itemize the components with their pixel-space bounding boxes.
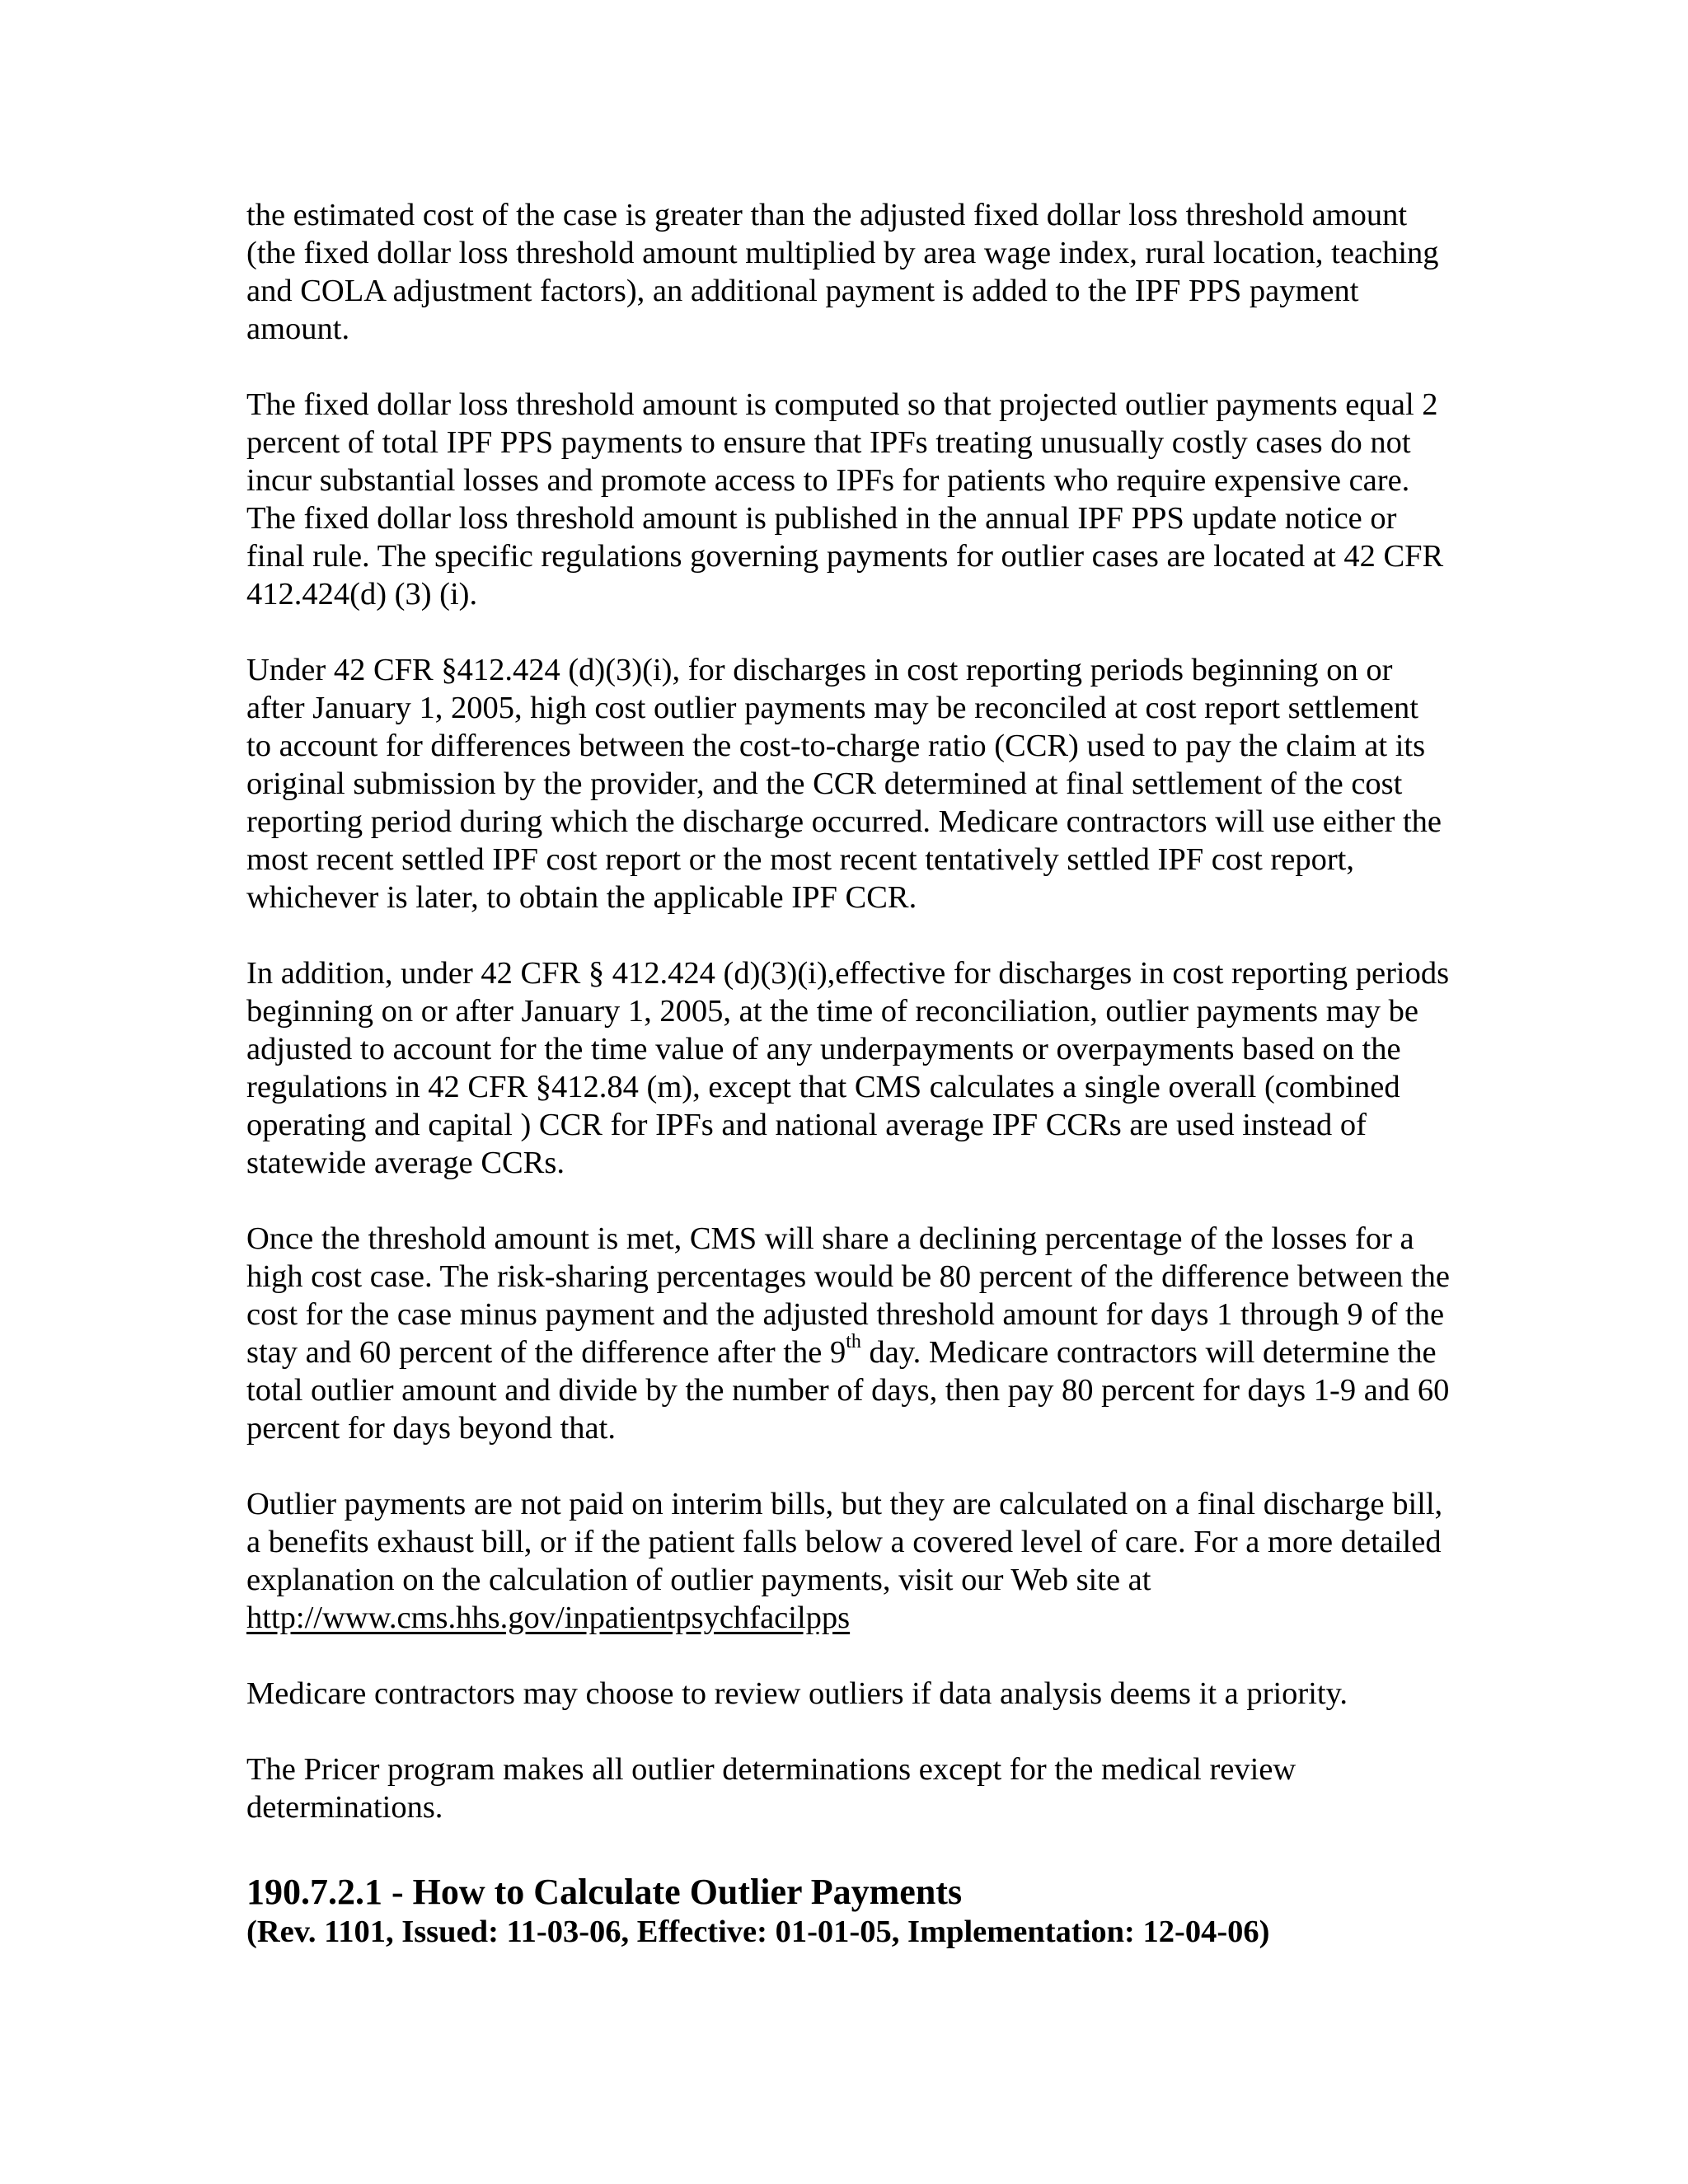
cms-website-link[interactable]: http://www.cms.hhs.gov/inpatientpsychfacilpps [246,1601,851,1635]
section-heading: 190.7.2.1 - How to Calculate Outlier Payments [246,1872,963,1912]
outlier-bills-text: Outlier payments are not paid on interim bills, but they are calculated on a final discharge bill, a benefits exhaust bill, or if the patient falls below a covered level of care. For a more detailed explanation on the calculation of outlier payments, visit our Web site at [246,1487,1443,1597]
paragraph-risk-sharing [246,1220,1450,1447]
document-page [246,196,1450,1950]
risk-sharing-text-after: day. Medicare contractors will determine the total outlier amount and divide by the number of days, then pay 80 percent for days 1-9 and 60 percent for days beyond that. [246,1335,1450,1446]
section-revision-info: (Rev. 1101, Issued: 11-03-06, Effective: 01-01-05, Implementation: 12-04-06) [246,1915,1270,1949]
paragraph-review-outliers: Medicare contractors may choose to review outliers if data analysis deems it a priority. [246,1676,1348,1711]
paragraph-fixed-dollar-threshold: The fixed dollar loss threshold amount is computed so that projected outlier payments equal 2 percent of total IPF PPS payments to ensure that IPFs treating unusually costly cases do not incur substantial losses and promote access to IPFs for patients who require expensive care. The fixed dollar loss threshold amount is published in the annual IPF PPS update notice or final rule. The specific regulations governing payments for outlier cases are located at 42 CFR 412.424(d) (3) (i). [246,387,1444,612]
paragraph-outlier-bills [246,1485,1450,1637]
paragraph-time-value-adjustment: In addition, under 42 CFR § 412.424 (d)(3)(i),effective for discharges in cost reporting periods beginning on or after January 1, 2005, at the time of reconciliation, outlier payments may be adjusted to account for the time value of any underpayments or overpayments based on the regulations in 42 CFR §412.84 (m), except that CMS calculates a single overall (combined operating and capital ) CCR for IPFs and national average IPF CCRs are used instead of statewide average CCRs. [246,956,1450,1180]
paragraph-reconciliation: Under 42 CFR §412.424 (d)(3)(i), for discharges in cost reporting periods beginning on or after January 1, 2005, high cost outlier payments may be reconciled at cost report settlement to account for differences between the cost-to-charge ratio (CCR) used to pay the claim at its original submission by the provider, and the CCR determined at final settlement of the cost reporting period during which the discharge occurred. Medicare contractors will use either the most recent settled IPF cost report or the most recent tentatively settled IPF cost report, whichever is later, to obtain the applicable IPF CCR. [246,653,1442,915]
paragraph-outlier-payment-intro: the estimated cost of the case is greater than the adjusted fixed dollar loss threshold amount (the fixed dollar loss threshold amount multiplied by area wage index, rural location, teaching and COLA adjustment factors), an additional payment is added to the IPF PPS payment amount. [246,198,1439,346]
ordinal-superscript: th [846,1331,861,1353]
risk-sharing-text-before: Once the threshold amount is met, CMS will share a declining percentage of the losses for a high cost case. The risk-sharing percentages would be 80 percent of the difference between the cost for the case minus payment and the adjusted threshold amount for days 1 through 9 of the stay and 60 percent of the difference after the 9 [246,1221,1450,1370]
paragraph-pricer-program: The Pricer program makes all outlier determinations except for the medical review determinations. [246,1752,1296,1825]
